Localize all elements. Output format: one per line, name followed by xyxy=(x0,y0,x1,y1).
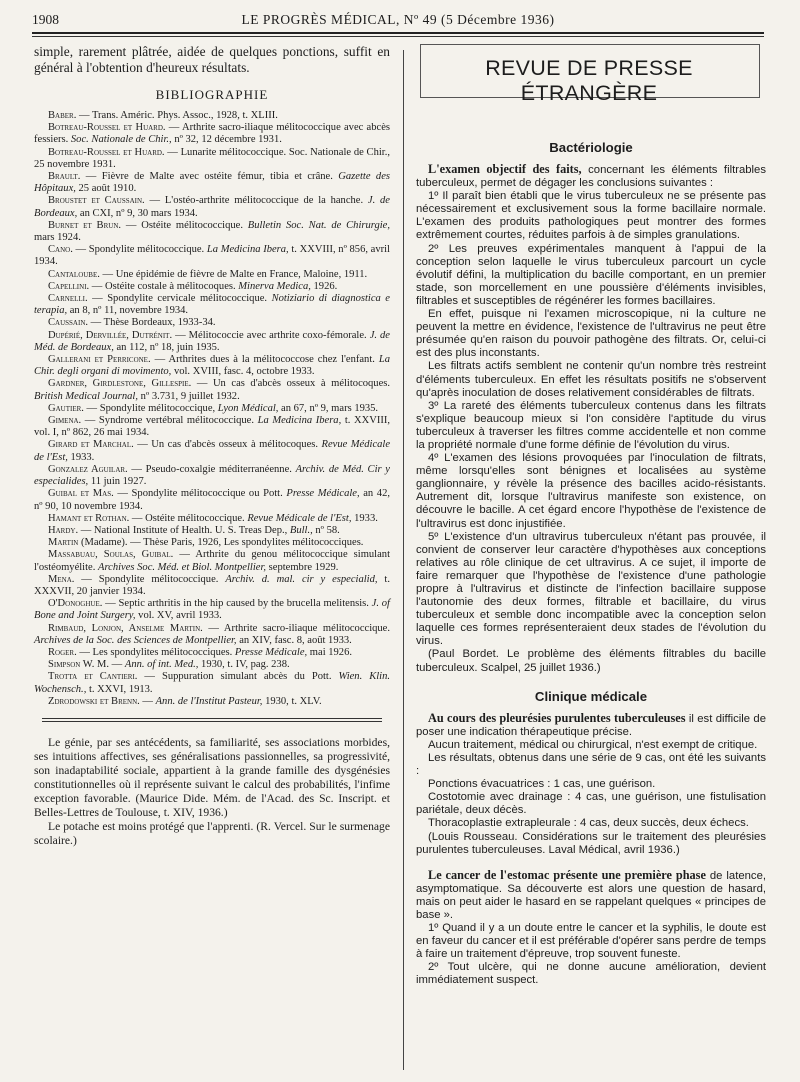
bibliography-entry xyxy=(34,269,390,281)
page-header xyxy=(32,12,764,30)
article-1-point-3: 3º La rareté des éléments tuberculeux contenus dans les filtrats s'explique beaucoup mieux si l'on considère l'aptitude du virus tuberculeux à traverser les filtres comme accidentelle et non comme la propriété normale d'une forme définie de l'évolution du virus. xyxy=(416,399,766,451)
reference-author: O'Donoghue. xyxy=(48,598,103,610)
article-1-para-4: Les filtrats actifs semblent ne contenir qu'un nombre très restreint d'éléments tuberculeux. En effet les résultats positifs ne s'observent qu'après inoculation de doses relativement considérables de filtrats. xyxy=(416,360,766,399)
bibliography-entry xyxy=(34,623,390,647)
reference-details: 25 août 1910. xyxy=(75,183,137,195)
reference-text: — Un cas d'abcès osseux à mélitocoques. xyxy=(133,439,322,451)
reference-author: Broustet et Caussain. xyxy=(48,195,145,207)
article-2-para-5: Thoracoplastie extrapleurale : 4 cas, deux succès, deux échecs. xyxy=(428,817,749,830)
reference-details: vol. XVIII, fasc. 4, octobre 1933. xyxy=(171,366,315,378)
bibliography-entry xyxy=(34,317,390,329)
header-rule xyxy=(32,32,764,34)
bibliography-entry xyxy=(34,122,390,146)
reference-text: — Spondylite mélitococcique ou Pott. xyxy=(113,488,287,500)
reference-text: (Madame). — Thèse Paris, 1926, Les spondylites mélitococciques. xyxy=(78,537,364,549)
left-column xyxy=(34,44,390,848)
reference-author: Cantaloube. xyxy=(48,268,100,280)
section-title: REVUE DE PRESSE ÉTRANGÈRE xyxy=(485,56,693,105)
reference-journal: J. of Bone and Joint Surgery, xyxy=(34,598,390,622)
intro-paragraph: simple, rarement plâtrée, aidée de quelques ponctions, suffit en général à l'obtention d'heureux résultats. xyxy=(34,44,390,75)
bibliography-entry xyxy=(34,696,390,708)
reference-journal: Notiziario di diagnostica e terapia, xyxy=(34,293,390,317)
bibliography-entry xyxy=(34,537,390,549)
reference-text: — Ostéite mélitococcique. xyxy=(129,512,248,524)
article-3-intro: Le cancer de l'estomac présente une première phase de latence, asymptomatique. Sa découverte est alors une question de hasard, mais on peut aider le hasard en se rappelant quelques « principes de base ». xyxy=(416,867,766,921)
reference-journal: Presse Médicale, xyxy=(234,646,308,658)
reference-author: Martin xyxy=(48,537,79,549)
bibliography-entry xyxy=(34,549,390,573)
article-3-lead: Le cancer de l'estomac présente une première phase xyxy=(428,867,706,882)
reference-details: nº 58. xyxy=(312,524,340,536)
reference-details: septembre 1929. xyxy=(266,561,339,573)
bibliography-entry xyxy=(34,354,390,378)
reference-author: Hamant et Rothan. xyxy=(48,512,130,524)
reference-author: Caussain. xyxy=(48,317,89,329)
reference-journal: Minerva Medica, xyxy=(238,280,311,292)
reference-details: 1930, t. XLV. xyxy=(262,695,322,707)
reference-author: Botreau-Roussel et Huard. xyxy=(48,146,165,158)
reference-author: Gallerani et Perricone. xyxy=(48,354,151,366)
reference-author: Botreau-Roussel et Huard. xyxy=(48,122,166,134)
bibliography-entry xyxy=(34,659,390,671)
bibliography-entry xyxy=(34,220,390,244)
reference-journal: La Medicina Ibera, xyxy=(206,244,289,256)
reference-details: vol. XV, avril 1933. xyxy=(135,610,222,622)
reference-text: — Pseudo-coxalgie méditerranéenne. xyxy=(127,463,296,475)
bibliography-entry xyxy=(34,415,390,439)
article-1-point-5: 5º L'existence d'un ultravirus tuberculeux n'étant pas prouvée, il convient de conserver leur caractère d'hypothèses aux conceptions relatives au rôle clinique de cet ultravirus. A ce sujet, il importe de faire remarquer que l'hypothèse de l'existence d'une pathologie propre à l'ultravirus et distincte de l'infection bacillaire suppose l'autonomie des deux formes, filtrable et bacillaire, du virus tuberculeux et semble donc incompatible avec la conception selon laquelle ces formes représenteraient deux stades de l'évolution du virus. xyxy=(416,530,766,648)
reference-details: mars 1924. xyxy=(34,232,81,244)
reference-text: — Septic arthritis in the hip caused by the brucella melitensis. xyxy=(102,598,372,610)
reference-text: — xyxy=(139,695,156,707)
reference-text: — Syndrome vertébral mélitococcique. xyxy=(81,415,258,427)
article-3-point-1: 1º Quand il y a un doute entre le cancer et la syphilis, le doute est en faveur du cancer et il est préférable d'opérer sans perdre de temps à faire un traitement d'épreuve, trop souvent funeste. xyxy=(416,922,766,961)
reference-journal: J. de Méd. de Bordeaux, xyxy=(34,329,390,353)
closing-quote-2: Le potache est moins protégé que l'apprenti. (R. Vercel. Sur le surmenage scolaire.) xyxy=(34,819,390,847)
reference-author: Gautier. xyxy=(48,402,84,414)
reference-details: t. XXVIII, vol. I, nº 862, 26 mai 1934. xyxy=(34,415,391,439)
bibliography-entry xyxy=(34,574,390,598)
article-1-point-4: 4º L'examen des lésions provoquées par l'inoculation de filtrats, même lorsqu'elles sont bénignes et localisées au système ganglionnaire, y révèle la présence des bacilles acido-résistants. Autrement dit, lorsque l'ultravirus manifeste son existence, on découvre le bacille. A cet égard encore l'hypothèse de l'existence de l'ultravirus est donc injustifiée. xyxy=(416,452,766,530)
reference-author: Gardner, Girdlestone, Gillespie. xyxy=(48,378,192,390)
reference-text: — National Institute of Health. U. S. Treas Dep., xyxy=(78,524,290,536)
header-rule-thin xyxy=(32,36,764,37)
reference-details: an 42, nº 90, 10 novembre 1934. xyxy=(34,488,390,512)
reference-author: Roger. xyxy=(48,646,77,658)
reference-details: an XIV, fasc. 8, août 1933. xyxy=(236,634,352,646)
closing-quote-1: Le génie, par ses antécédents, sa familiarité, ses associations morbides, ses intuitions affectives, ses généralisations passionnelles, sa progressivité, son inadaptabilité sociale, appartient à la grande famille des dysgénésies constitutionnelles où il représente suivant le calcul des probabilités, l'infime exception favorable. (Maurice Dide. Mém. de l'Acad. des Sc. Inscript. et Belles-Lettres de Toulouse, t. XIV, 1936.) xyxy=(34,735,390,819)
reference-details: an 8, nº 11, novembre 1934. xyxy=(67,305,189,317)
bibliography-entry xyxy=(34,598,390,622)
article-1-intro: L'examen objectif des faits, concernant les éléments filtrables tuberculeux, permet de dégager les conclusions suivantes : xyxy=(416,162,766,190)
reference-details: an 67, nº 9, mars 1935. xyxy=(278,402,379,414)
reference-author: Trotta et Cantieri. xyxy=(48,671,138,683)
reference-journal: Bull., xyxy=(289,524,313,536)
reference-journal: La Chir. degli organi di movimento, xyxy=(34,354,391,378)
reference-author: Brault. xyxy=(48,171,81,183)
reference-text: — Arthrite sacro-iliaque mélitococcique avec abcès fessiers. xyxy=(34,122,390,146)
article-1-point-2: 2º Les preuves expérimentales manquent à l'appui de la conception selon laquelle le virus tuberculeux parcourt un cycle évolutif défini, la multiplication du bacille comportant, en un premier stade, son morcellement en une poussière d'éléments invisibles, filtrables et susceptibles de régénérer les formes bacillaires. xyxy=(416,242,766,307)
article-2-para-3: Ponctions évacuatrices : 1 cas, une guérison. xyxy=(428,778,656,791)
article-1-para-3: En effet, puisque ni l'examen microscopique, ni la culture ne peuvent la mettre en évidence, l'existence de l'ultravirus ne peut être présumée qu'en raison du pouvoir pathogène des filtrats. Or, celui-ci est des plus inconstants. xyxy=(416,308,766,360)
bibliography-entry xyxy=(34,171,390,195)
reference-text: — Spondylite mélitococcique. xyxy=(74,573,226,585)
reference-journal: Ann. of int. Med., xyxy=(124,659,199,671)
reference-text: — Mélitococcie avec arthrite coxo-fémorale. xyxy=(172,329,370,341)
reference-journal: Revue Médicale de l'Est, xyxy=(34,439,391,463)
reference-author: Rimbaud, Lonjon, Anselme Martin. xyxy=(48,622,203,634)
reference-author: Mena. xyxy=(48,573,75,585)
bibliography-entry xyxy=(34,244,390,268)
bibliography-entry xyxy=(34,464,390,488)
reference-text: — Suppuration simulant abcès du Pott. xyxy=(137,671,339,683)
bibliography-entry xyxy=(34,293,390,317)
reference-journal: Revue Médicale de l'Est, xyxy=(247,512,352,524)
reference-details: an 112, nº 18, juin 1935. xyxy=(113,341,220,353)
reference-text: — Spondylite mélitococcique. xyxy=(72,244,207,256)
reference-text: — Arthrite du genou mélitococcique simulant l'ostéomyélite. xyxy=(34,549,390,573)
reference-text: — L'ostéo-arthrite mélitococcique de la hanche. xyxy=(144,195,368,207)
reference-text: — Arthrites dues à la mélitococcose chez l'enfant. xyxy=(150,354,379,366)
reference-text: — Les spondylites mélitococciques. xyxy=(76,646,235,658)
reference-text: — Ostéite costale à mélitocoques. xyxy=(89,280,239,292)
article-3-point-2: 2º Tout ulcère, qui ne donne aucune amélioration, devient immédiatement suspect. xyxy=(416,961,766,987)
reference-journal: Archives de la Soc. des Sciences de Montpellier, xyxy=(34,634,237,646)
article-2-source: (Louis Rousseau. Considérations sur le traitement des pleurésies purulentes tuberculeuses. Laval Médical, avril 1936.) xyxy=(416,830,766,856)
reference-journal: J. de Bordeaux, xyxy=(34,195,390,219)
bibliography-heading: BIBLIOGRAPHIE xyxy=(155,87,269,102)
reference-text: — Thèse Bordeaux, 1933-34. xyxy=(88,317,216,329)
bibliography-entry xyxy=(34,488,390,512)
reference-journal: Lyon Médical, xyxy=(217,402,279,414)
article-2-intro: Au cours des pleurésies purulentes tuberculeuses il est difficile de poser une indication thérapeutique précise. xyxy=(416,710,766,738)
bibliography-entry xyxy=(34,403,390,415)
reference-details: 1933. xyxy=(67,451,95,463)
article-1-lead: L'examen objectif des faits, xyxy=(428,162,582,176)
bibliography-entry xyxy=(34,110,390,122)
reference-journal: Archives Soc. Méd. et Biol. Montpellier, xyxy=(98,561,267,573)
reference-text: — Arthrite sacro-iliaque mélitococcique. xyxy=(202,622,390,634)
separator-rule xyxy=(42,718,382,719)
reference-journal: Archiv. de Méd. Cir y especialides, xyxy=(34,463,390,488)
bibliography-entry xyxy=(34,281,390,293)
reference-details: 1930, t. IV, pag. 238. xyxy=(198,659,290,671)
reference-author: Guibal et Mas. xyxy=(48,488,114,500)
reference-details: nº 3.731, 9 juillet 1932. xyxy=(138,390,240,402)
article-2-para-1: Aucun traitement, médical ou chirurgical, n'est exempt de critique. xyxy=(428,738,758,751)
article-1-source: (Paul Bordet. Le problème des éléments filtrables du bacille tuberculeux. Scalpel, 25 juillet 1936.) xyxy=(416,648,766,674)
reference-author: Dupérié, Dervillée, Dutrénit. xyxy=(48,329,173,341)
reference-author: Carnelli. xyxy=(48,293,88,305)
reference-details: t. XXVIII, nº 856, avril 1934. xyxy=(34,244,390,268)
article-2-para-4: Costotomie avec drainage : 4 cas, une guérison, une fistulisation pariétale, deux décès. xyxy=(416,791,766,817)
reference-author: Zdrodowski et Brenn. xyxy=(48,695,140,707)
reference-journal: Wien. Klin. Wochensch., xyxy=(34,671,391,695)
reference-journal: Presse Médicale, xyxy=(286,488,360,500)
reference-text: — Lunarite mélitococcique. Soc. Nationale de Chir., 25 novembre 1931. xyxy=(34,146,390,170)
page-number: 1908 xyxy=(32,12,59,27)
bibliography-list xyxy=(34,110,390,708)
reference-text: — Fièvre de Malte avec ostéite fémur, tibia et crâne. xyxy=(80,171,339,183)
reference-author: Simpson W. M. xyxy=(48,659,110,671)
reference-details: 1926. xyxy=(310,280,338,292)
reference-text: — Spondylite cervicale mélitococcique. xyxy=(87,293,272,305)
bibliography-entry xyxy=(34,147,390,171)
reference-details: 11 juin 1927. xyxy=(88,476,147,488)
reference-details: nº 32, 12 décembre 1931. xyxy=(171,134,282,146)
reference-author: Burnet et Brun. xyxy=(48,219,122,231)
article-2-para-2: Les résultats, obtenus dans une série de 9 cas, ont été les suivants : xyxy=(416,751,766,778)
reference-author: Girard et Marchal. xyxy=(48,439,134,451)
reference-author: Baber. xyxy=(48,110,77,121)
reference-text: — Un cas d'abcès osseux à mélitocoques. xyxy=(191,378,390,390)
reference-journal: Ann. de l'Institut Pasteur, xyxy=(155,695,263,707)
reference-text: — Spondylite mélitococcique, xyxy=(83,402,218,414)
reference-journal: Gazette des Hôpitaux, xyxy=(34,171,390,195)
heading-clinique-medicale: Clinique médicale xyxy=(534,688,648,704)
bibliography-entry xyxy=(34,647,390,659)
reference-author: Gonzalez Aguilar. xyxy=(48,463,128,475)
bibliography-entry xyxy=(34,671,390,695)
reference-author: Massabuau, Soulas, Guibal. xyxy=(48,549,174,561)
separator-rule-2 xyxy=(42,721,382,722)
reference-text: — Trans. Améric. Phys. Assoc., 1928, t. XLIII. xyxy=(76,110,278,121)
reference-details: mai 1926. xyxy=(307,646,352,658)
bibliography-entry xyxy=(34,525,390,537)
article-1-point-1: 1º Il paraît bien établi que le virus tuberculeux ne se présente pas nécessairement et exclusivement sous la forme bacillaire normale. L'examen des produits pathologiques peut montrer des formes extrêmement courtes, réduites parfois à de simples granulations. xyxy=(416,190,766,242)
reference-journal: La Medicina Ibera, xyxy=(257,415,342,427)
bibliography-entry xyxy=(34,513,390,525)
heading-bacteriologie: Bactériologie xyxy=(549,140,633,155)
journal-title: LE PROGRÈS MÉDICAL, Nº 49 (5 Décembre 1936) xyxy=(241,12,555,27)
reference-text: — xyxy=(109,659,125,671)
reference-details: t. XXVI, 1913. xyxy=(86,683,153,695)
reference-author: Gimena. xyxy=(48,415,82,427)
reference-journal: Soc. Nationale de Chir., xyxy=(70,134,172,146)
reference-author: Capellini. xyxy=(48,280,90,292)
reference-details: an CXI, nº 9, 30 mars 1934. xyxy=(77,207,198,219)
reference-details: 1933. xyxy=(351,512,378,524)
reference-text: — Une épidémie de fièvre de Malte en France, Maloine, 1911. xyxy=(99,268,368,280)
bibliography-entry xyxy=(34,378,390,402)
bibliography-entry xyxy=(34,195,390,219)
reference-author: Cano. xyxy=(48,244,73,256)
article-2-lead: Au cours des pleurésies purulentes tuberculeuses xyxy=(428,710,686,725)
right-column xyxy=(416,140,766,988)
reference-details: t. XXXVII, 20 janvier 1934. xyxy=(34,573,390,597)
column-divider xyxy=(403,50,404,1070)
reference-journal: Bulletin Soc. Nat. de Chirurgie, xyxy=(247,219,390,231)
reference-journal: Archiv. d. mal. cir y especialid, xyxy=(225,573,378,585)
reference-text: — Ostéite mélitococcique. xyxy=(121,219,248,231)
bibliography-entry xyxy=(34,330,390,354)
reference-journal: British Medical Journal, xyxy=(34,390,138,402)
reference-author: Hardy. xyxy=(48,524,79,536)
bibliography-entry xyxy=(34,439,390,463)
